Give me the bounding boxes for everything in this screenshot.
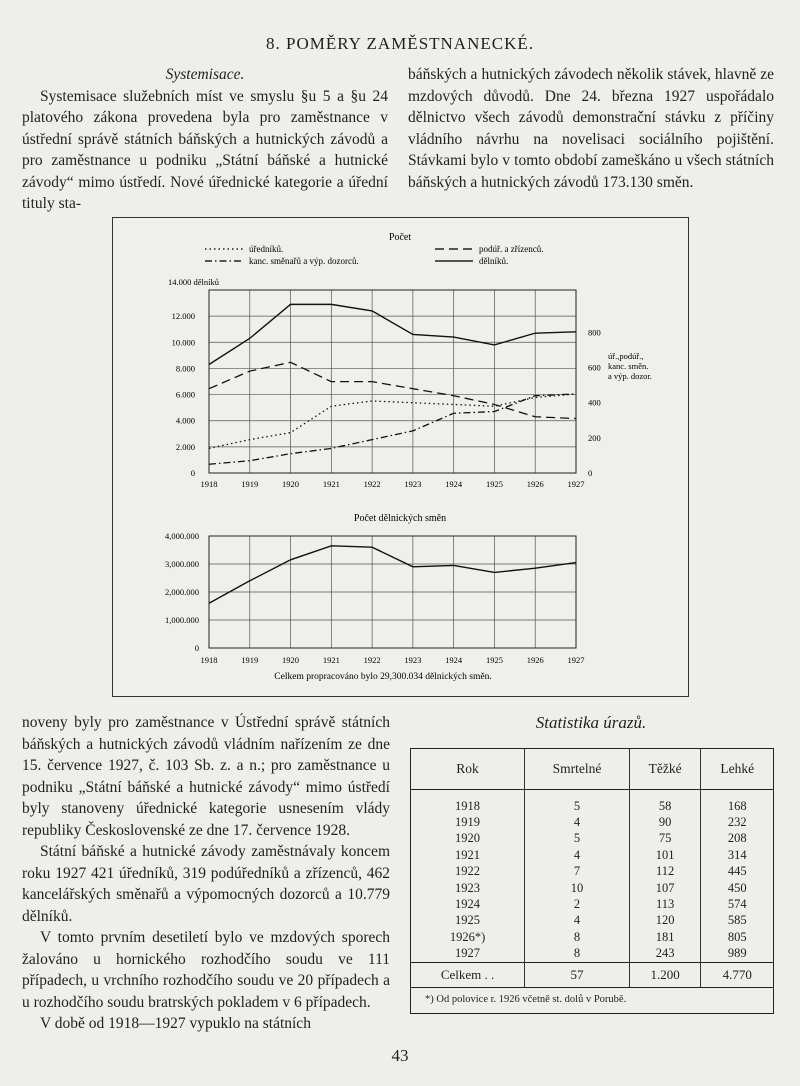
- y-tick-label: 1,000.000: [165, 615, 199, 625]
- chart-title: Počet dělnických směn: [353, 513, 447, 524]
- paragraph: noveny byly pro zaměstnance v Ústřední správě státních báňských a hutnických závodů vládním nařízením ze dne 15. července 1927, č. 103 Sb. z. a n.; pro zaměstnance u podniku „Státní báňské a hutnické závody“ mimo ústředí byly stanoveny úřednické kategorie usnesením vlády republiky Československé ze dne 17. července 1928.: [22, 714, 390, 839]
- x-tick-label: 1923: [404, 479, 422, 489]
- table-row: [411, 814, 773, 830]
- x-tick-label: 1919: [241, 479, 259, 489]
- column-header: Lehké: [701, 749, 773, 790]
- table-cell: 1922: [455, 864, 481, 879]
- left-column: [22, 64, 388, 215]
- table-row: [411, 864, 773, 880]
- x-tick-label: 1924: [445, 479, 463, 489]
- figure-charts: [112, 217, 689, 697]
- y-tick-label: 2.000: [175, 441, 195, 452]
- table-cell: 1921: [455, 847, 481, 862]
- x-tick-label: 1922: [363, 655, 381, 665]
- table-row: [411, 880, 773, 896]
- x-tick-label: 1927: [567, 655, 585, 665]
- y-tick-label: 4.000: [175, 415, 195, 426]
- x-tick-label: 1918: [200, 655, 218, 665]
- column-header: Rok: [411, 749, 525, 790]
- y-tick-label: 3,000.000: [165, 559, 199, 569]
- bottom-left-column: [22, 712, 390, 1035]
- legend-label: úředníků.: [249, 244, 284, 254]
- paragraph: V tomto prvním desetiletí bylo ve mzdových sporech žalováno u hornického rozhodčího soudu ve 111 případech, u vrchního rozhodčího soudu ve 20 případech a u rozhodčího soudu bratrských pokladem v 6 případech.: [22, 929, 390, 1011]
- spacer-cell: [629, 790, 701, 799]
- table-cell: 1923: [455, 880, 481, 895]
- statistics-title: Statistika úrazů.: [535, 713, 647, 732]
- chart-caption: Celkem propracováno bylo 29,300.034 dělnických směn.: [274, 672, 492, 682]
- x-tick-label: 1924: [445, 655, 463, 665]
- table-cell: 208: [701, 831, 773, 847]
- y-tick-label: 0: [194, 643, 199, 653]
- table-cell: 2: [525, 896, 630, 912]
- table-cell: 4: [525, 847, 630, 863]
- y-right-tick-label: 600: [588, 362, 601, 373]
- table-cell: 7: [525, 864, 630, 880]
- table-cell: 445: [701, 864, 773, 880]
- table-row: [411, 831, 773, 847]
- table-row: [411, 798, 773, 814]
- table-cell: 75: [629, 831, 701, 847]
- table-cell: 1926*): [449, 929, 486, 944]
- x-tick-label: 1920: [282, 655, 300, 665]
- page-number: 43: [391, 1046, 409, 1065]
- x-tick-label: 1925: [485, 655, 503, 665]
- table-cell: 10: [525, 880, 630, 896]
- y-right-tick-label: 200: [588, 432, 601, 443]
- y-tick-label: 6.000: [175, 389, 195, 400]
- table-body: [411, 790, 773, 987]
- series-line-3: [209, 394, 576, 448]
- right-column: [408, 64, 774, 193]
- y-tick-label: 14.000 dělníků: [168, 277, 219, 287]
- y-tick-label: 4,000.000: [165, 531, 199, 541]
- paragraph: báňských a hutnických závodech několik stávek, hlavně ze mzdových důvodů. Dne 24. března 1927 uspořádalo dělnictvo všech závodů demonstrační stávku z příčiny vládního návrhu na novelisaci sociálního pojištění. Stávkami bylo v tomto období zameškáno u všech státních báňských a hutnických závodů 173.130 směn.: [408, 66, 774, 191]
- spacer-row: [411, 790, 773, 799]
- paragraph: Státní báňské a hutnické závody zaměstnávaly koncem roku 1927 421 úředníků, 319 podúředníků a zřízenců, 462 kancelářských směnařů a výpomocných dozorců a 10.779 dělníků.: [22, 843, 390, 925]
- table-cell: 314: [701, 847, 773, 863]
- y-tick-label: 12.000: [171, 311, 195, 322]
- table-cell: 243: [629, 946, 701, 963]
- table-cell: 1924: [455, 897, 481, 912]
- x-tick-label: 1926: [526, 655, 544, 665]
- table-cell: 90: [629, 814, 701, 830]
- table-cell: 107: [629, 880, 701, 896]
- x-tick-label: 1921: [322, 655, 340, 665]
- x-tick-label: 1927: [567, 479, 585, 489]
- total-cell: Celkem . .: [411, 962, 525, 987]
- paragraph: Systemisace služebních míst ve smyslu §u 5 a §u 24 platového zákona provedena byla pro zaměstnance v ústřední správě státních báňských a hutnických závodů a pro zaměstnance u podniku „Státní báňské a hutnické závody“ mimo ústředí. Nové úřednické kategorie a úřední tituly sta-: [22, 87, 388, 212]
- y-tick-label: 2,000.000: [165, 587, 199, 597]
- y-right-tick-label: 800: [588, 327, 601, 338]
- legend-label: podúř. a zřízenců.: [479, 244, 544, 254]
- right-axis-label-line: kanc. směn.: [608, 361, 649, 371]
- table-cell: 1918: [455, 798, 481, 813]
- table-cell: 8: [525, 929, 630, 945]
- series-line-1: [209, 304, 576, 364]
- x-tick-label: 1926: [526, 479, 544, 489]
- legend-label: kanc. směnařů a výp. dozorců.: [249, 256, 359, 266]
- series-line-shifts: [209, 546, 576, 603]
- x-tick-label: 1918: [200, 479, 218, 489]
- table-cell: 989: [701, 946, 773, 963]
- accident-statistics-table: [410, 748, 774, 1014]
- table-row: [411, 913, 773, 929]
- plot-frame: [209, 290, 576, 473]
- table-cell: 58: [629, 798, 701, 814]
- y-tick-label: 10.000: [171, 337, 195, 348]
- table-cell: 805: [701, 929, 773, 945]
- table-cell: 168: [701, 798, 773, 814]
- x-tick-label: 1921: [322, 479, 340, 489]
- table-row: [411, 896, 773, 912]
- total-cell: 4.770: [701, 962, 773, 987]
- series-line-4: [209, 394, 576, 464]
- y-tick-label: 8.000: [175, 363, 195, 374]
- table-cell: 585: [701, 913, 773, 929]
- spacer-cell: [411, 790, 525, 799]
- table-cell: 450: [701, 880, 773, 896]
- table-cell: 232: [701, 814, 773, 830]
- section-subheading: Systemisace.: [165, 66, 245, 83]
- series-line-2: [209, 362, 576, 418]
- table-cell: 1919: [455, 815, 481, 830]
- right-axis-label-line: úř.,podúř.,: [608, 351, 644, 361]
- total-cell: 57: [525, 962, 630, 987]
- spacer-cell: [701, 790, 773, 799]
- table-cell: 574: [701, 896, 773, 912]
- table-cell: 1925: [455, 913, 481, 928]
- column-header: Těžké: [629, 749, 701, 790]
- table-row: [411, 929, 773, 945]
- page-header: 8. POMĚRY ZAMĚSTNANECKÉ.: [266, 34, 534, 53]
- x-tick-label: 1923: [404, 655, 422, 665]
- x-tick-label: 1919: [241, 655, 259, 665]
- table-cell: 1920: [455, 831, 481, 846]
- x-tick-label: 1925: [485, 479, 503, 489]
- table-cell: 181: [629, 929, 701, 945]
- x-tick-label: 1922: [363, 479, 381, 489]
- table-cell: 5: [525, 798, 630, 814]
- y-right-tick-label: 400: [588, 397, 601, 408]
- table-cell: 113: [629, 896, 701, 912]
- x-tick-label: 1920: [282, 479, 300, 489]
- table-cell: 4: [525, 913, 630, 929]
- table-cell: 8: [525, 946, 630, 963]
- table-cell: 4: [525, 814, 630, 830]
- chart-title: Počet: [388, 232, 412, 243]
- charts-svg: [113, 218, 688, 696]
- table-cell: 120: [629, 913, 701, 929]
- table-cell: 101: [629, 847, 701, 863]
- column-header: Smrtelné: [525, 749, 630, 790]
- table-cell: 5: [525, 831, 630, 847]
- table-footnote: *) Od polovice r. 1926 včetně st. dolů v Porubě.: [411, 987, 773, 1013]
- y-right-tick-label: 0: [588, 468, 593, 478]
- table-row: [411, 946, 773, 963]
- paragraph: V době od 1918—1927 vypuklo na státních: [40, 1015, 311, 1032]
- legend-label: dělníků.: [479, 256, 509, 266]
- spacer-cell: [525, 790, 630, 799]
- table-row: [411, 847, 773, 863]
- table-header-row: [411, 749, 773, 790]
- table-cell: 112: [629, 864, 701, 880]
- table-cell: 1927: [455, 946, 481, 961]
- right-axis-label-line: a výp. dozor.: [608, 371, 652, 381]
- y-tick-label: 0: [190, 468, 195, 478]
- total-cell: 1.200: [629, 962, 701, 987]
- total-row: [411, 962, 773, 987]
